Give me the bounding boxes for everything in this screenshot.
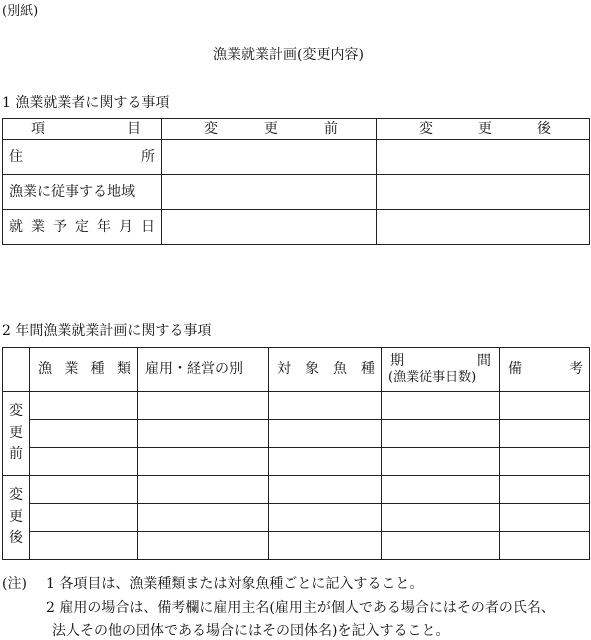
table-cell[interactable] [500,476,590,504]
group-label-before: 変 更 前 [3,392,30,476]
cell-before-date[interactable] [162,210,377,245]
table-row [3,420,590,448]
cell-before-area[interactable] [162,175,377,210]
table-cell[interactable] [138,476,269,504]
note-2-line2: 法人その他の団体である場合にはその団体名)を記入すること。 [52,623,450,639]
table-row [3,504,590,532]
page-title: 漁業就業計画(変更内容) [213,47,364,63]
cell-after-date[interactable] [377,210,590,245]
table-cell[interactable] [30,504,138,532]
header-after: 変 更 後 [377,119,590,140]
table-row [3,175,590,210]
header-target-fish: 対 象 魚 種 [269,348,382,392]
table-header-row [3,348,590,392]
row-label-area: 漁業に従事する地域 [3,175,162,210]
cell-after-area[interactable] [377,175,590,210]
table-row [3,448,590,476]
table-cell[interactable] [269,420,382,448]
table-cell[interactable] [269,504,382,532]
table-cell[interactable] [138,448,269,476]
table-cell[interactable] [138,532,269,560]
header-item: 項 目 [3,119,162,140]
note-2-line1: 2 雇用の場合は、備考欄に雇用主名(雇用主が個人である場合にはその者の氏名、 [46,600,555,616]
section2-table [2,347,590,560]
table-row [3,532,590,560]
table-row [3,392,590,420]
table-cell[interactable] [30,420,138,448]
table-header-row [3,119,590,140]
section1-table [2,118,590,245]
header-period: 期 間 (漁業従事日数) [382,348,500,392]
table-row [3,140,590,175]
table-cell[interactable] [382,532,500,560]
table-cell[interactable] [500,504,590,532]
header-employment: 雇用・経営の別 [138,348,269,392]
table-cell[interactable] [382,448,500,476]
table-cell[interactable] [30,476,138,504]
table-cell[interactable] [269,448,382,476]
table-cell[interactable] [382,504,500,532]
table-cell[interactable] [500,448,590,476]
table-row [3,210,590,245]
table-cell[interactable] [500,392,590,420]
table-cell[interactable] [138,420,269,448]
notes-label: (注) [2,576,27,592]
table-cell[interactable] [500,420,590,448]
table-cell[interactable] [138,392,269,420]
header-remarks: 備 考 [500,348,590,392]
table-cell[interactable] [30,392,138,420]
note-1: 1 各項目は、漁業種類または対象魚種ごとに記入すること。 [46,576,424,592]
table-cell[interactable] [269,476,382,504]
cell-after-address[interactable] [377,140,590,175]
header-before: 変 更 前 [162,119,377,140]
table-cell[interactable] [382,392,500,420]
header-blank [3,348,30,392]
table-cell[interactable] [30,532,138,560]
section2-heading: 2 年間漁業就業計画に関する事項 [2,323,212,339]
table-cell[interactable] [500,532,590,560]
cell-before-address[interactable] [162,140,377,175]
annex-label: (別紙) [2,4,39,19]
row-label-address: 住 所 [3,140,162,175]
row-label-date: 就 業 予 定 年 月 日 [3,210,162,245]
header-fishery-type: 漁 業 種 類 [30,348,138,392]
table-row [3,476,590,504]
group-label-after: 変 更 後 [3,476,30,560]
table-cell[interactable] [269,532,382,560]
section1-heading: 1 漁業就業者に関する事項 [2,95,170,111]
table-cell[interactable] [30,448,138,476]
table-cell[interactable] [382,476,500,504]
table-cell[interactable] [138,504,269,532]
table-cell[interactable] [382,420,500,448]
table-cell[interactable] [269,392,382,420]
